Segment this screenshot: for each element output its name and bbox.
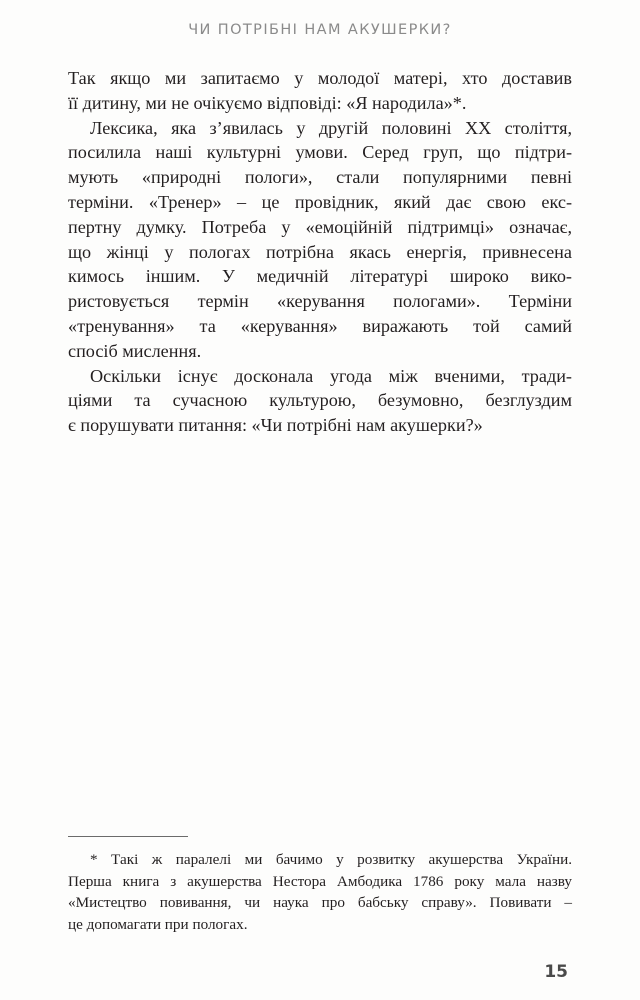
paragraph-3 xyxy=(68,364,572,438)
running-head: ЧИ ПОТРІБНІ НАМ АКУШЕРКИ? xyxy=(188,22,452,38)
text-line: спосіб мислення. xyxy=(68,340,202,361)
text-line: ристовується термін «керування пологами». Терміни xyxy=(68,291,572,312)
page-number: 15 xyxy=(544,962,568,982)
footnote xyxy=(68,849,572,935)
text-line: її дитину, ми не очікуємо відповіді: «Я народила»*. xyxy=(68,92,467,113)
text-line: Лексика, яка з’явилась у другій половині XX століття, xyxy=(90,117,572,138)
body-text xyxy=(68,66,572,438)
text-line: ціями та сучасною культурою, безумовно, безглуздим xyxy=(68,390,572,411)
paragraph-2 xyxy=(68,116,572,364)
footnote-divider xyxy=(68,836,188,837)
footnote-line: Перша книга з акушерства Нестора Амбодика 1786 року мала назву xyxy=(68,872,572,890)
text-line: є порушувати питання: «Чи потрібні нам акушерки?» xyxy=(68,415,483,436)
footnote-line: * Такі ж паралелі ми бачимо у розвитку акушерства України. xyxy=(90,851,572,868)
text-line: мують «природні пологи», стали популярними певні xyxy=(68,167,572,188)
text-line: терміни. «Тренер» – це провідник, який дає свою екс- xyxy=(68,191,572,212)
text-line: посилила наші культурні умови. Серед груп, що підтри- xyxy=(68,142,572,163)
footnote-line: це допомагати при пологах. xyxy=(68,915,248,933)
text-line: «тренування» та «керування» виражають той самий xyxy=(68,315,572,336)
text-line: кимось іншим. У медичній літературі широко вико- xyxy=(68,266,572,287)
text-line: Так якщо ми запитаємо у молодої матері, хто доставив xyxy=(68,68,572,88)
text-line: що жінці у пологах потрібна якась енергія, привнесена xyxy=(68,241,572,262)
paragraph-1 xyxy=(68,66,572,116)
text-line: пертну думку. Потреба у «емоційній підтримці» означає, xyxy=(68,216,572,237)
text-line: Оскільки існує досконала угода між вченими, тради- xyxy=(90,365,572,386)
footnote-line: «Мистецтво повивання, чи наука про бабську справу». Повивати – xyxy=(68,894,572,912)
